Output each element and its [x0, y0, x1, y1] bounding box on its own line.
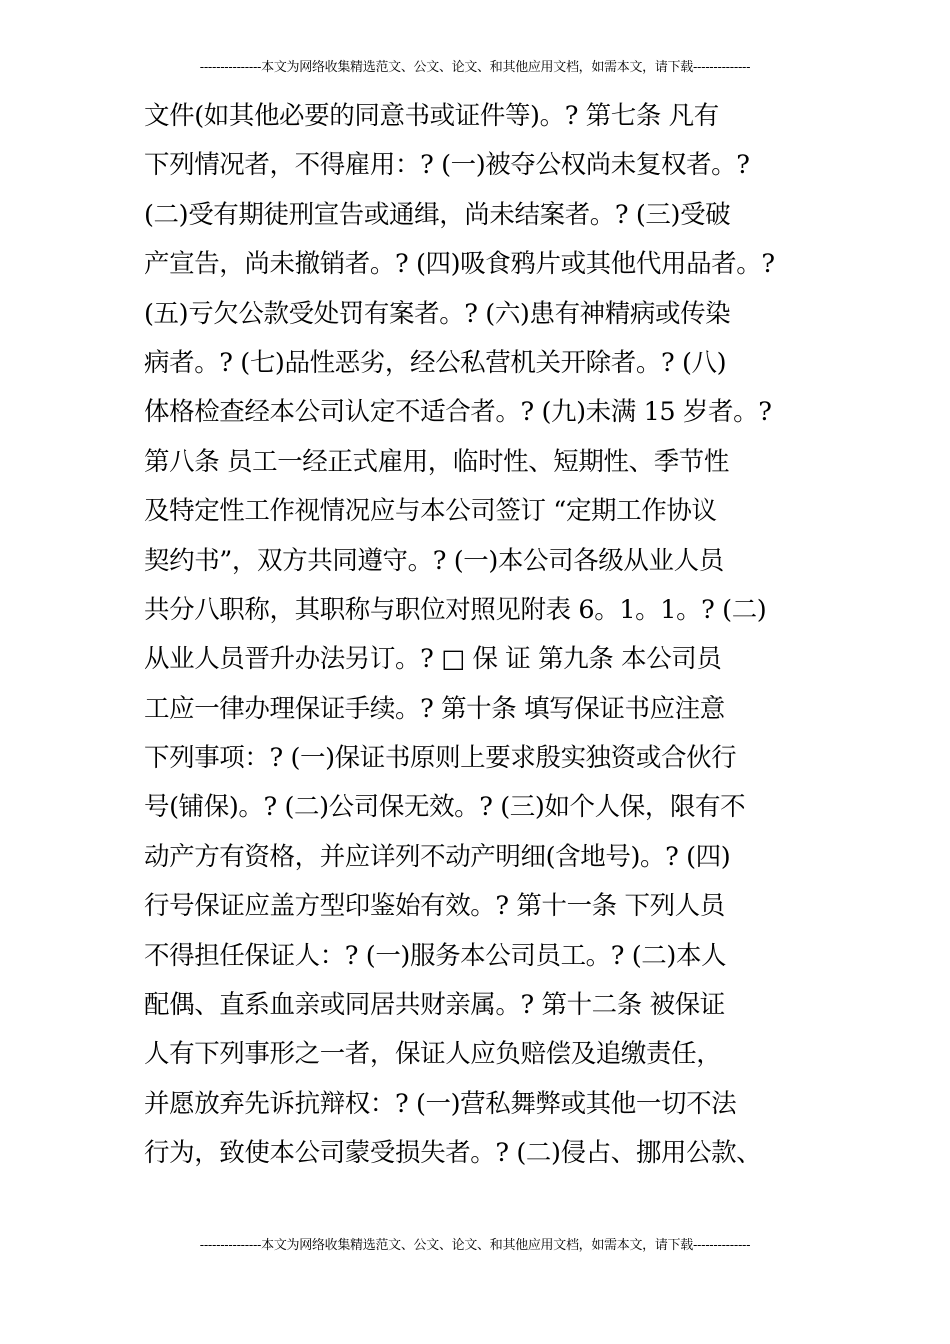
body-line: 并愿放弃先诉抗辩权：? (一)营私舞弊或其他一切不法: [144, 1088, 737, 1119]
body-line: 下列事项：? (一)保证书原则上要求殷实独资或合伙行: [144, 743, 737, 774]
body-line: 行号保证应盖方型印鉴始有效。? 第十一条 下列人员: [144, 891, 725, 922]
body-line: 产宣告，尚未撤销者。? (四)吸食鸦片或其他代用品者。?: [144, 249, 775, 280]
body-line: 第八条 员工一经正式雇用，临时性、短期性、季节性: [144, 446, 730, 477]
body-line: 号(铺保)。? (二)公司保无效。? (三)如个人保，限有不: [144, 792, 746, 823]
body-line: 从业人员晋升办法另订。? □ 保 证 第九条 本公司员: [144, 644, 722, 675]
body-line: 人有下列事形之一者，保证人应负赔偿及追缴责任，: [144, 1039, 722, 1070]
body-line: 病者。? (七)品性恶劣，经公私营机关开除者。? (八): [144, 347, 727, 378]
body-line: 契约书”，双方共同遵守。? (一)本公司各级从业人员: [144, 545, 724, 576]
body-line: 工应一律办理保证手续。? 第十条 填写保证书应注意: [144, 693, 725, 724]
body-line: 不得担任保证人：? (一)服务本公司员工。? (二)本人: [144, 940, 727, 971]
body-line: (五)亏欠公款受处罚有案者。? (六)患有神精病或传染: [144, 298, 731, 329]
page-header: ---------------本文为网络收集精选范文、公文、论文、和其他应用文档，如需本文，请下载--------------: [199, 60, 751, 75]
body-line: 下列情况者，不得雇用：? (一)被夺公权尚未复权者。?: [144, 150, 750, 181]
body-line: 动产方有资格，并应详列不动产明细(含地号)。? (四): [144, 841, 731, 872]
page-footer: ---------------本文为网络收集精选范文、公文、论文、和其他应用文档，如需本文，请下载--------------: [199, 1238, 751, 1253]
document-body: [144, 92, 814, 1179]
body-line: 及特定性工作视情况应与本公司签订 “定期工作协议: [144, 496, 717, 527]
body-line: 体格检查经本公司认定不适合者。? (九)未满 15 岁者。?: [144, 397, 772, 428]
body-line: 行为，致使本公司蒙受损失者。? (二)侵占、挪用公款、: [144, 1138, 762, 1169]
body-line: 共分八职称，其职称与职位对照见附表 6。1。1。? (二): [144, 594, 767, 625]
body-line: 文件(如其他必要的同意书或证件等)。? 第七条 凡有: [144, 101, 719, 131]
body-line: 配偶、直系血亲或同居共财亲属。? 第十二条 被保证: [144, 990, 725, 1021]
body-line: (二)受有期徒刑宣告或通缉，尚未结案者。? (三)受破: [144, 199, 731, 230]
